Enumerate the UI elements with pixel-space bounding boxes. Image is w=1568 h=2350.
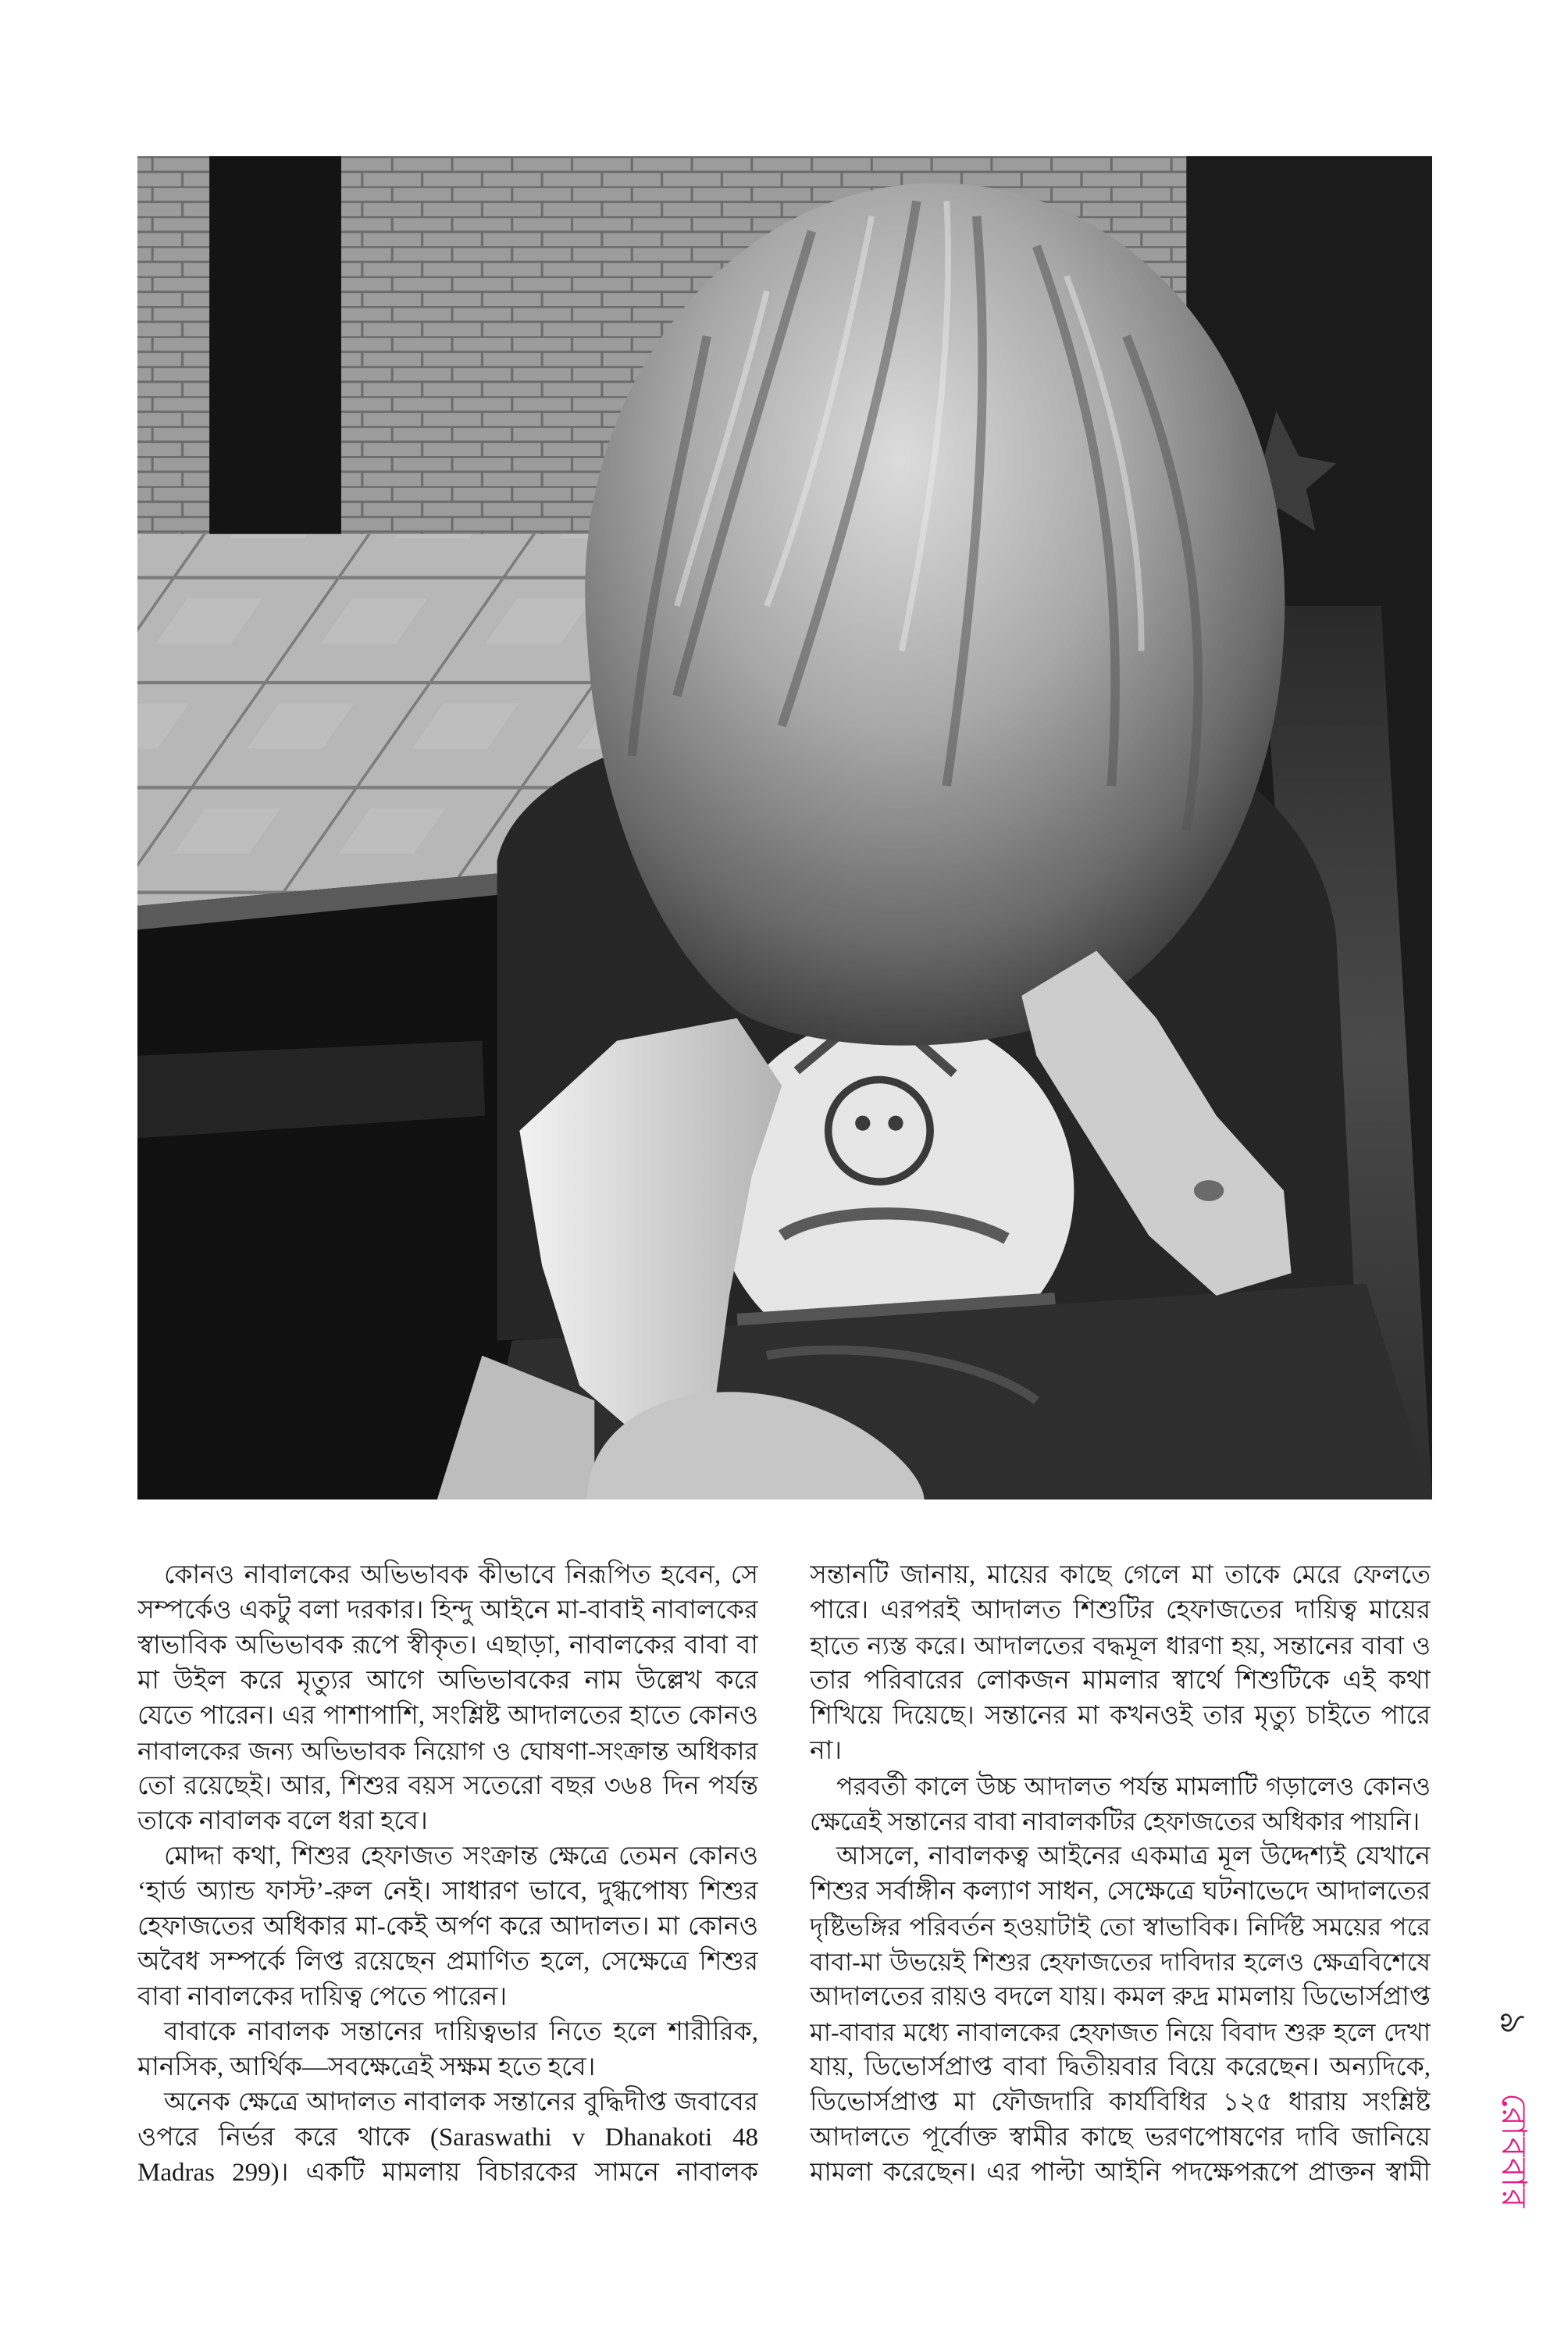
text-line: আসলে, নাবালকত্ব আইনের একমাত্র মূল উদ্দেশ্যই যেখানে [836,1842,1431,1870]
text-line: পারে। এরপরই আদালত শিশুটির হেফাজতের দায়িত্ব মায়ের [810,1596,1431,1624]
text-line: হাতে ন্যস্ত করে। আদালতের বদ্ধমূল ধারণা হয়, সন্তানের বাবা ও [810,1631,1431,1660]
text-line: না। [810,1737,843,1765]
text-line: বাবা-মা উভয়েই শিশুর হেফাজতের দাবিদার হলেও ক্ষেত্রবিশেষে [810,1948,1431,1976]
text-line: যায়, ডিভোর্সপ্রাপ্ত বাবা দ্বিতীয়বার বিয়ে করেছেন। অন্যদিকে, [810,2053,1431,2081]
text-line: ডিভোর্সপ্রাপ্ত মা ফৌজদারি কার্যবিধির ১২৫ ধারায় সংশ্লিষ্ট [810,2088,1431,2116]
text-line: পরবর্তী কালে উচ্চ আদালত পর্যন্ত মামলাটি গড়ালেও কোনও [836,1772,1431,1800]
text-line: আদালতের রায়ও বদলে যায়। কমল রুদ্র মামলায় ডিভোর্সপ্রাপ্ত [810,1983,1431,2011]
text-line: ‘হার্ড অ্যান্ড ফাস্ট’-রুল নেই। সাধারণ ভাবে, দুগ্ধপোষ্য শিশুর [137,1878,758,1906]
text-line: মানসিক, আর্থিক—সবক্ষেত্রেই সক্ষম হতে হবে। [137,2053,596,2081]
text-line: মামলা করেছেন। এর পাল্টা আইনি পদক্ষেপরূপে প্রাক্তন স্বামী [810,2159,1431,2187]
text-line: তার পরিবারের লোকজন মামলার স্বার্থে শিশুটিকে এই কথা [810,1667,1431,1695]
magazine-name: রোববার [1494,2093,1534,2209]
child-hair [585,184,1285,1046]
photo-illustration [137,156,1432,1500]
tshirt-print-eye [888,1116,903,1131]
text-line: বাবা নাবালকের দায়িত্ব পেতে পারেন। [137,1983,508,2011]
step-shadow [137,873,519,1500]
text-line: মোদ্দা কথা, শিশুর হেফাজত সংক্রান্ত ক্ষেত্রে তেমন কোনও [164,1842,758,1870]
text-line: সন্তানটি জানায়, মায়ের কাছে গেলে মা তাকে মেরে ফেলতে [810,1561,1431,1589]
text-line: যেতে পারেন। এর পাশাপাশি, সংশ্লিষ্ট আদালতের হাতে কোনও [137,1702,758,1730]
text-line: বাবাকে নাবালক সন্তানের দায়িত্বভার নিতে হলে শারীরিক, [164,2018,758,2046]
text-line: সম্পর্কেও একটু বলা দরকার। হিন্দু আইনে মা-বাবাই নাবালকের [137,1596,758,1624]
text-line: Madras 299)। একটি মামলায় বিচারকের সামনে নাবালক [137,2159,758,2187]
arm-bruise [1194,1180,1224,1201]
text-line: শিশুর সর্বাঙ্গীন কল্যাণ সাধন, সেক্ষেত্রে ঘটনাভেদে আদালতের [810,1878,1431,1906]
text-line: স্বাভাবিক অভিভাবক রূপে স্বীকৃত। এছাড়া, নাবালকের বাবা বা [137,1631,758,1660]
text-line: ক্ষেত্রেই সন্তানের বাবা নাবালকটির হেফাজতের অধিকার পায়নি। [810,1807,1420,1835]
article-column-right [810,1558,1431,2191]
text-line: মা উইল করে মৃত্যুর আগে অভিভাবকের নাম উল্লেখ করে [137,1667,758,1695]
text-line: কোনও নাবালকের অভিভাবক কীভাবে নিরূপিত হবেন, সে [164,1561,758,1589]
article-photo [137,156,1432,1500]
text-line: অনেক ক্ষেত্রে আদালত নাবালক সন্তানের বুদ্ধিদীপ্ত জবাবের [164,2088,758,2116]
text-line: শিখিয়ে দিয়েছে। সন্তানের মা কখনওই তার মৃত্যু চাইতে পারে [810,1702,1431,1730]
text-line: তো রয়েছেই। আর, শিশুর বয়স সতেরো বছর ৩৬৪ দিন পর্যন্ত [137,1772,758,1800]
text-line: নাবালকের জন্য অভিভাবক নিয়োগ ও ঘোষণা-সংক্রান্ত অধিকার [137,1737,758,1765]
text-line: হেফাজতের অধিকার মা-কেই অর্পণ করে আদালত। মা কোনও [137,1913,758,1941]
text-line: দৃষ্টিভঙ্গির পরিবর্তন হওয়াটাই তো স্বাভাবিক। নির্দিষ্ট সময়ের পরে [810,1913,1431,1941]
text-line: অবৈধ সম্পর্কে লিপ্ত রয়েছেন প্রমাণিত হলে, সেক্ষেত্রে শিশুর [137,1948,758,1976]
article-column-left [137,1558,758,2191]
tshirt-print-eye [855,1116,870,1131]
text-line: আদালতে পূর্বোক্ত স্বামীর কাছে ভরণপোষণের দাবি জানিয়ে [810,2124,1431,2152]
text-line: তাকে নাবালক বলে ধরা হবে। [137,1807,428,1835]
text-line: মা-বাবার মধ্যে নাবালকের হেফাজত নিয়ে বিবাদ শুরু হলে দেখা [810,2018,1431,2046]
text-line: ওপরে নির্ভর করে থাকে (Saraswathi v Dhanakoti 48 [137,2124,758,2152]
page-number: ৯ [1492,2011,1534,2034]
